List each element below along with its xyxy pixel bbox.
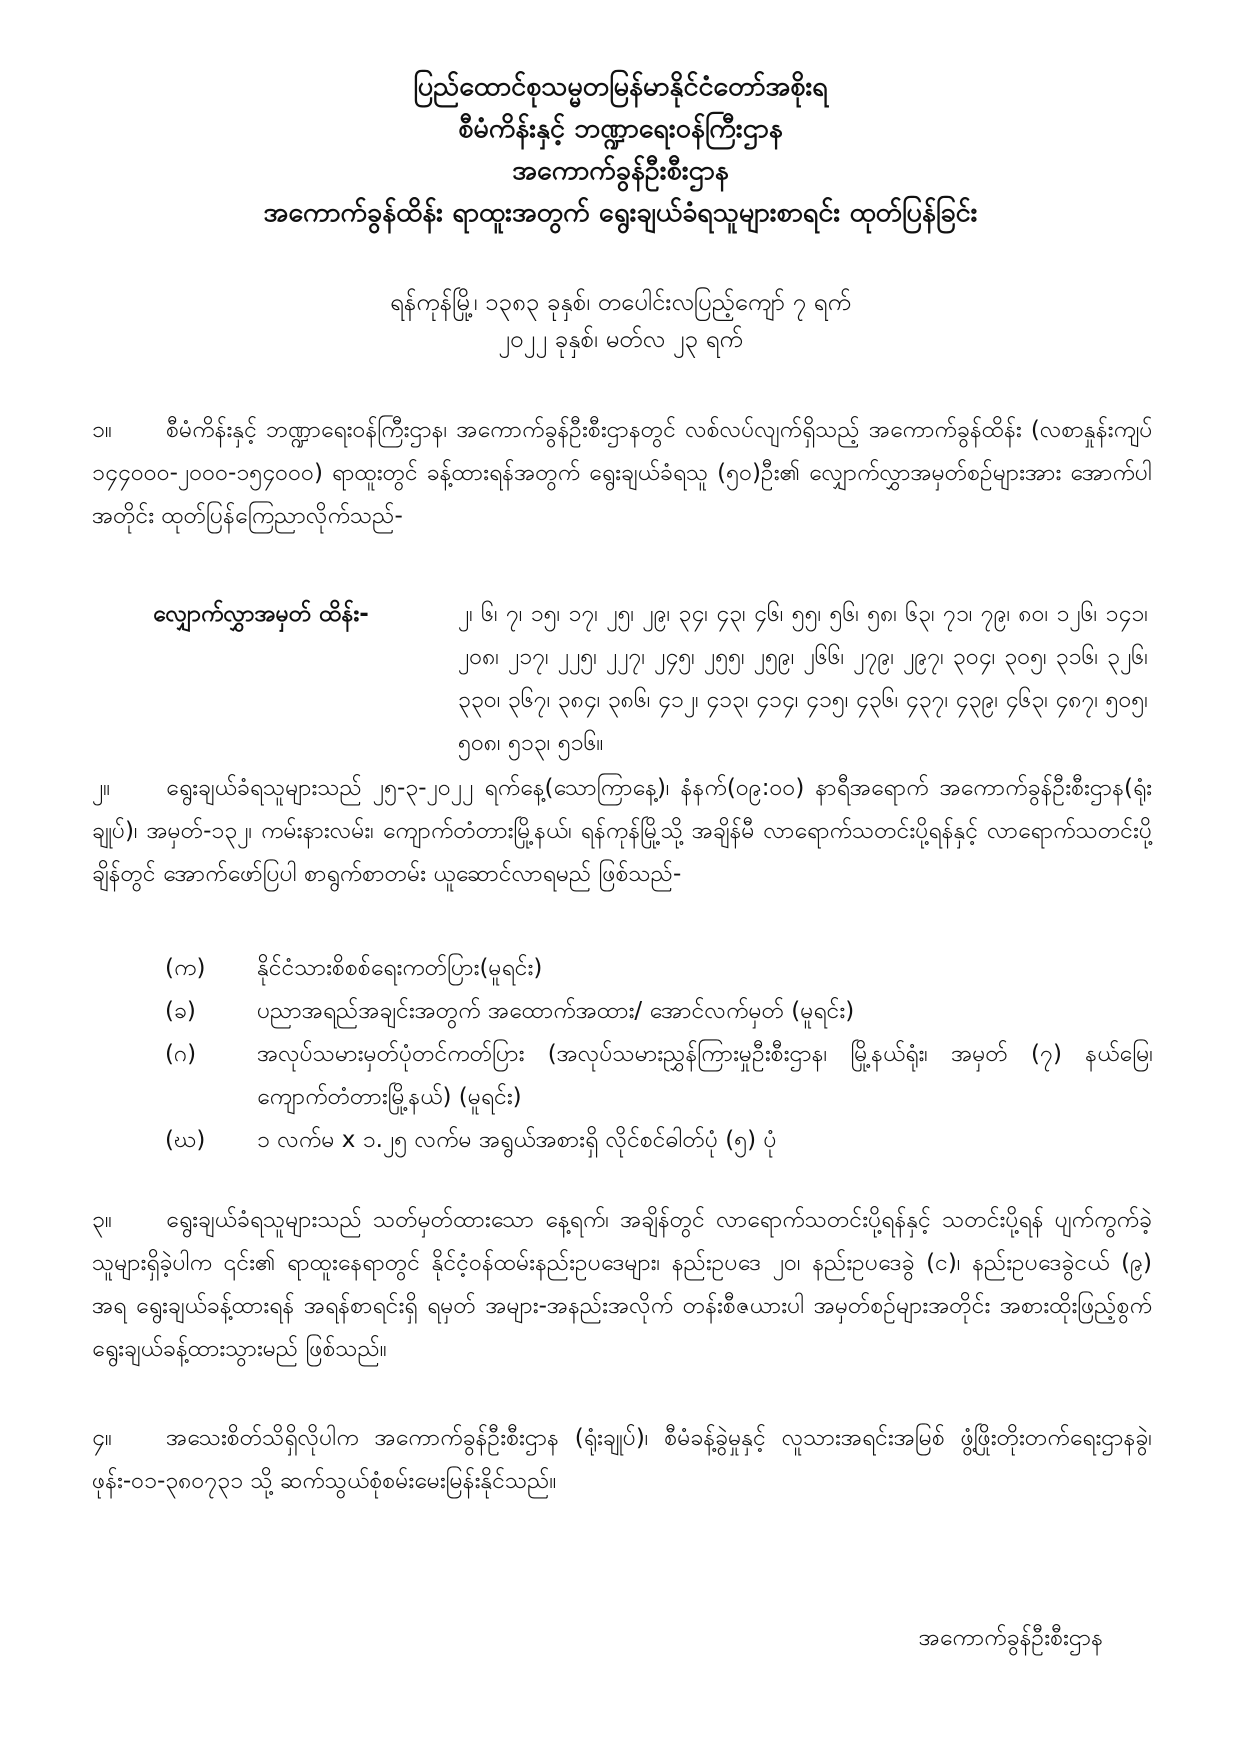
date-gregorian: ၂၀၂၂ ခုနှစ်၊ မတ်လ ၂၃ ရက် <box>498 325 743 353</box>
list-item <box>165 990 1153 1033</box>
paragraph-number: ၂။ <box>92 775 111 801</box>
applicant-numbers-label: လျှောက်လွှာအမှတ် ထိန်း- <box>153 601 369 627</box>
list-marker: (ဃ) <box>165 1127 206 1153</box>
required-documents-list <box>165 947 1153 1162</box>
paragraph-number: ၄။ <box>92 1425 112 1451</box>
list-text: နိုင်ငံသားစိစစ်ရေးကတ်ပြား(မူရင်း) <box>257 955 543 981</box>
applicant-numbers: ၂၊ ၆၊ ၇၊ ၁၅၊ ၁၇၊ ၂၅၊ ၂၉၊ ၃၄၊ ၄၃၊ ၄၆၊ ၅၅၊ ၅၆၊ ၅၈၊ ၆၃၊ ၇၁၊ ၇၉၊ ၈၀၊ ၁၂၆၊ ၁၄၁၊ ၂၀၈၊ ၂၁၇၊ ၂၂၅၊ ၂၂၇၊ ၂၄၅၊ ၂၅၅၊ ၂၅၉၊ ၂၆၆၊ ၂၇၉၊ ၂၉၇၊ ၃၀၄၊ ၃၀၅၊ ၃၁၆၊ ၃၂၆၊ ၃၃၀၊ ၃၆၇၊ ၃၈၄၊ ၃၈၆၊ ၄၁၂၊ ၄၁၃၊ ၄၁၄၊ ၄၁၅၊ ၄၃၆၊ ၄၃၇၊ ၄၃၉၊ ၄၆၃၊ ၄၈၇၊ ၅၀၅၊ ၅၀၈၊ ၅၁၃၊ ၅၁၆။ <box>458 601 1148 756</box>
paragraph-text: ရွေးချယ်ခံရသူများသည် ၂၅-၃-၂၀၂၂ ရက်နေ့(သောကြာနေ့)၊ နံနက်(၀၉:၀၀) နာရီအရောက် အကောက်ခွန်ဦးစီးဌာန(ရုံးချုပ်)၊ အမှတ်-၁၃၂၊ ကမ်းနားလမ်း၊ ကျောက်တံတားမြို့နယ်၊ ရန်ကုန်မြို့သို့ အချိန်မီ လာရောက်သတင်းပို့ရန်နှင့် လာရောက်သတင်းပို့ချိန်တွင် အောက်ဖော်ပြပါ စာရွက်စာတမ်း ယူဆောင်လာရမည် ဖြစ်သည်- <box>92 775 1152 887</box>
department-title: အကောက်ခွန်ဦးစီးဌာန <box>512 155 729 186</box>
list-text: ၁ လက်မ x ၁.၂၅ လက်မ အရွယ်အစားရှိ လိုင်စင်ဓါတ်ပုံ (၅) ပုံ <box>257 1127 777 1153</box>
list-item <box>165 947 1153 990</box>
list-item <box>165 1119 1153 1162</box>
paragraph-3 <box>92 1199 1152 1371</box>
document-header <box>0 66 1241 234</box>
announcement-title: အကောက်ခွန်ထိန်း ရာထူးအတွက် ရွေးချယ်ခံရသူများစာရင်း ထုတ်ပြန်ခြင်း <box>263 197 978 228</box>
paragraph-text: စီမံကိန်းနှင့် ဘဏ္ဍာရေးဝန်ကြီးဌာန၊ အကောက်ခွန်ဦးစီးဌာနတွင် လစ်လပ်လျက်ရှိသည့် အကောက်ခွန်ထိန်း (လစာနှုန်းကျပ် ၁၄၄၀၀၀-၂၀၀၀-၁၅၄၀၀၀) ရာထူးတွင် ခန့်ထားရန်အတွက် ရွေးချယ်ခံရသူ (၅၀)ဦး၏ လျှောက်လွှာအမှတ်စဉ်များအား အောက်ပါအတိုင်း ထုတ်ပြန်ကြေညာလိုက်သည်- <box>92 417 1152 529</box>
paragraph-number: ၃။ <box>92 1207 112 1233</box>
paragraph-2 <box>92 767 1152 896</box>
paragraph-number: ၁။ <box>92 417 112 443</box>
paragraph-text: ရွေးချယ်ခံရသူများသည် သတ်မှတ်ထားသော နေ့ရက်၊ အချိန်တွင် လာရောက်သတင်းပို့ရန်နှင့် သတင်းပို့ရန် ပျက်ကွက်ခဲ့သူများရှိခဲ့ပါက ၎င်း၏ ရာထူးနေရာတွင် နိုင်ငံ့ဝန်ထမ်းနည်းဥပဒေများ၊ နည်းဥပဒေ ၂၀၊ နည်းဥပဒေခွဲ (င)၊ နည်းဥပဒေခွဲငယ် (၉) အရ ရွေးချယ်ခန့်ထားရန် အရန်စာရင်းရှိ ရမှတ် အများ-အနည်းအလိုက် တန်းစီဇယားပါ အမှတ်စဉ်များအတိုင်း အစားထိုးဖြည့်စွက် ရွေးချယ်ခန့်ထားသွားမည် ဖြစ်သည်။ <box>92 1207 1152 1362</box>
date-block <box>0 284 1241 358</box>
paragraph-4 <box>92 1417 1152 1503</box>
list-marker: (ဂ) <box>165 1041 197 1067</box>
issuer-signature: အကောက်ခွန်ဦးစီးဌာန <box>918 1625 1103 1651</box>
date-myanmar: ရန်ကုန်မြို့၊ ၁၃၈၃ ခုနှစ်၊ တပေါင်းလပြည့်ကျော် ၇ ရက် <box>390 288 851 316</box>
paragraph-text: အသေးစိတ်သိရှိလိုပါက အကောက်ခွန်ဦးစီးဌာန (ရုံးချုပ်)၊ စီမံခန့်ခွဲမှုနှင့် လူသားအရင်းအမြစ် ဖွံ့ဖြိုးတိုးတက်ရေးဌာနခွဲ၊ ဖုန်း-၀၁-၃၈၀၇၃၁ သို့ ဆက်သွယ်စုံစမ်းမေးမြန်းနိုင်သည်။ <box>92 1425 1152 1494</box>
list-marker: (ခ) <box>165 998 196 1024</box>
list-marker: (က) <box>165 955 206 981</box>
ministry-title: စီမံကိန်းနှင့် ဘဏ္ဍာရေးဝန်ကြီးဌာန <box>458 113 783 144</box>
paragraph-1 <box>92 409 1152 538</box>
selected-applicants <box>153 593 1153 765</box>
government-title: ပြည်ထောင်စုသမ္မတမြန်မာနိုင်ငံတော်အစိုးရ <box>413 71 828 102</box>
list-item <box>165 1033 1153 1119</box>
list-text: အလုပ်သမားမှတ်ပုံတင်ကတ်ပြား (အလုပ်သမားညွှန်ကြားမှုဦးစီးဌာန၊ မြို့နယ်ရုံး၊ အမှတ် (၇) နယ်မြေ၊ ကျောက်တံတားမြို့နယ်) (မူရင်း) <box>257 1041 1153 1110</box>
list-text: ပညာအရည်အချင်းအတွက် အထောက်အထား/ အောင်လက်မှတ် (မူရင်း) <box>257 998 855 1024</box>
